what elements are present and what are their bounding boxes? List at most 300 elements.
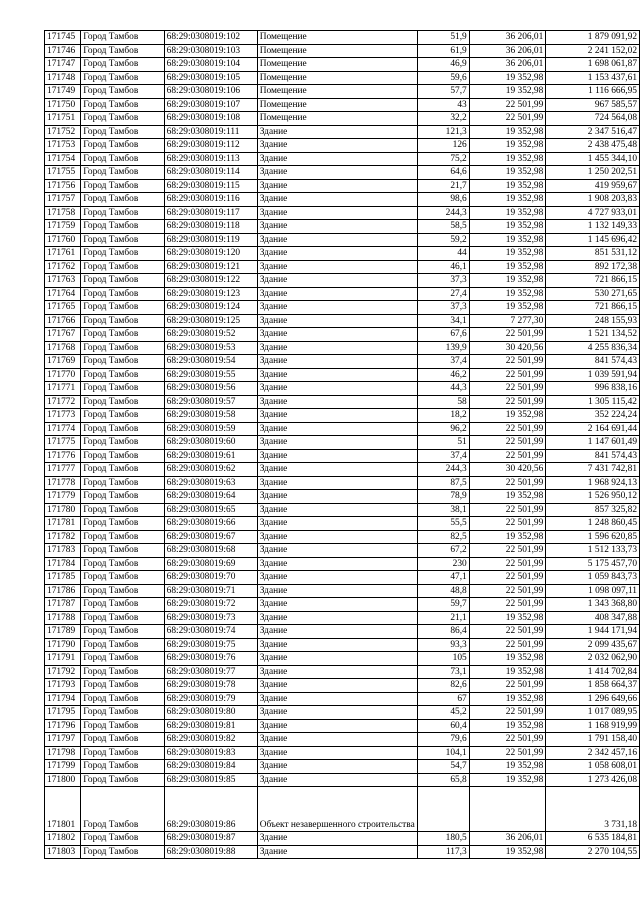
area-cell: 46,1 bbox=[417, 260, 469, 274]
cadastral-number-cell: 68:29:0308019:54 bbox=[164, 355, 257, 369]
object-type-cell: Здание bbox=[257, 476, 417, 490]
cadastral-number-cell: 68:29:0308019:102 bbox=[164, 31, 257, 45]
cadastral-value-cell: 1 296 649,66 bbox=[546, 692, 640, 706]
area-cell: 244,3 bbox=[417, 463, 469, 477]
table-row bbox=[45, 31, 640, 45]
cadastral-number-cell: 68:29:0308019:57 bbox=[164, 395, 257, 409]
table-row bbox=[45, 314, 640, 328]
table-row bbox=[45, 301, 640, 315]
table-row bbox=[45, 206, 640, 220]
area-cell: 38,1 bbox=[417, 503, 469, 517]
cadastral-value-cell: 1 968 924,13 bbox=[546, 476, 640, 490]
object-type-cell: Здание bbox=[257, 719, 417, 733]
row-number-cell: 171768 bbox=[45, 341, 81, 355]
object-type-cell: Здание bbox=[257, 832, 417, 846]
city-cell: Город Тамбов bbox=[81, 341, 164, 355]
city-cell: Город Тамбов bbox=[81, 31, 164, 45]
object-type-cell: Здание bbox=[257, 368, 417, 382]
object-type-cell: Помещение bbox=[257, 71, 417, 85]
row-number-cell: 171777 bbox=[45, 463, 81, 477]
city-cell: Город Тамбов bbox=[81, 436, 164, 450]
city-cell: Город Тамбов bbox=[81, 355, 164, 369]
area-cell: 37,3 bbox=[417, 301, 469, 315]
row-number-cell: 171802 bbox=[45, 832, 81, 846]
specific-value-cell: 19 352,98 bbox=[469, 139, 546, 153]
cadastral-value-cell: 1 858 664,37 bbox=[546, 679, 640, 693]
object-type-cell: Здание bbox=[257, 773, 417, 787]
city-cell: Город Тамбов bbox=[81, 679, 164, 693]
row-number-cell: 171761 bbox=[45, 247, 81, 261]
cadastral-value-cell: 1 248 860,45 bbox=[546, 517, 640, 531]
table-row bbox=[45, 733, 640, 747]
table-row bbox=[45, 193, 640, 207]
cadastral-number-cell: 68:29:0308019:104 bbox=[164, 58, 257, 72]
specific-value-cell: 22 501,99 bbox=[469, 503, 546, 517]
object-type-cell: Здание bbox=[257, 544, 417, 558]
cadastral-number-cell: 68:29:0308019:111 bbox=[164, 125, 257, 139]
row-number-cell: 171798 bbox=[45, 746, 81, 760]
specific-value-cell: 22 501,99 bbox=[469, 112, 546, 126]
table-row bbox=[45, 328, 640, 342]
table-row bbox=[45, 544, 640, 558]
cadastral-number-cell: 68:29:0308019:117 bbox=[164, 206, 257, 220]
table-row bbox=[45, 571, 640, 585]
cadastral-value-cell: 2 342 457,16 bbox=[546, 746, 640, 760]
table-row bbox=[45, 665, 640, 679]
cadastral-number-cell: 68:29:0308019:79 bbox=[164, 692, 257, 706]
cadastral-value-cell: 1 147 601,49 bbox=[546, 436, 640, 450]
city-cell: Город Тамбов bbox=[81, 832, 164, 846]
cadastral-value-cell: 2 347 516,47 bbox=[546, 125, 640, 139]
specific-value-cell: 22 501,99 bbox=[469, 598, 546, 612]
city-cell: Город Тамбов bbox=[81, 220, 164, 234]
specific-value-cell: 19 352,98 bbox=[469, 179, 546, 193]
object-type-cell: Здание bbox=[257, 625, 417, 639]
cadastral-value-cell: 1 343 368,80 bbox=[546, 598, 640, 612]
table-row bbox=[45, 611, 640, 625]
cadastral-value-cell: 857 325,82 bbox=[546, 503, 640, 517]
area-cell: 48,8 bbox=[417, 584, 469, 598]
object-type-cell: Здание bbox=[257, 598, 417, 612]
specific-value-cell: 22 501,99 bbox=[469, 625, 546, 639]
table-row bbox=[45, 679, 640, 693]
area-cell: 180,5 bbox=[417, 832, 469, 846]
row-number-cell: 171778 bbox=[45, 476, 81, 490]
specific-value-cell: 19 352,98 bbox=[469, 247, 546, 261]
specific-value-cell: 36 206,01 bbox=[469, 31, 546, 45]
area-cell: 21,7 bbox=[417, 179, 469, 193]
object-type-cell: Здание bbox=[257, 220, 417, 234]
area-cell: 59,7 bbox=[417, 598, 469, 612]
city-cell: Город Тамбов bbox=[81, 571, 164, 585]
specific-value-cell: 22 501,99 bbox=[469, 679, 546, 693]
object-type-cell: Здание bbox=[257, 409, 417, 423]
row-number-cell: 171774 bbox=[45, 422, 81, 436]
object-type-cell: Здание bbox=[257, 517, 417, 531]
cadastral-value-cell: 1 512 133,73 bbox=[546, 544, 640, 558]
area-cell bbox=[417, 787, 469, 832]
area-cell: 121,3 bbox=[417, 125, 469, 139]
city-cell: Город Тамбов bbox=[81, 530, 164, 544]
row-number-cell: 171789 bbox=[45, 625, 81, 639]
area-cell: 65,8 bbox=[417, 773, 469, 787]
cadastral-number-cell: 68:29:0308019:114 bbox=[164, 166, 257, 180]
row-number-cell: 171769 bbox=[45, 355, 81, 369]
area-cell: 86,4 bbox=[417, 625, 469, 639]
row-number-cell: 171762 bbox=[45, 260, 81, 274]
area-cell: 98,6 bbox=[417, 193, 469, 207]
row-number-cell: 171790 bbox=[45, 638, 81, 652]
city-cell: Город Тамбов bbox=[81, 706, 164, 720]
cadastral-number-cell: 68:29:0308019:76 bbox=[164, 652, 257, 666]
specific-value-cell: 22 501,99 bbox=[469, 98, 546, 112]
object-type-cell: Здание bbox=[257, 611, 417, 625]
area-cell: 67,6 bbox=[417, 328, 469, 342]
cadastral-value-cell: 1 098 097,11 bbox=[546, 584, 640, 598]
area-cell: 27,4 bbox=[417, 287, 469, 301]
object-type-cell: Здание bbox=[257, 746, 417, 760]
cadastral-value-cell: 352 224,24 bbox=[546, 409, 640, 423]
cadastral-number-cell: 68:29:0308019:58 bbox=[164, 409, 257, 423]
area-cell: 54,7 bbox=[417, 760, 469, 774]
area-cell: 18,2 bbox=[417, 409, 469, 423]
object-type-cell: Здание bbox=[257, 247, 417, 261]
cadastral-value-cell: 4 255 836,34 bbox=[546, 341, 640, 355]
cadastral-value-cell: 408 347,88 bbox=[546, 611, 640, 625]
table-row bbox=[45, 274, 640, 288]
cadastral-number-cell: 68:29:0308019:80 bbox=[164, 706, 257, 720]
table-row bbox=[45, 832, 640, 846]
table-row bbox=[45, 787, 640, 832]
object-type-cell: Здание bbox=[257, 301, 417, 315]
city-cell: Город Тамбов bbox=[81, 274, 164, 288]
row-number-cell: 171757 bbox=[45, 193, 81, 207]
specific-value-cell: 36 206,01 bbox=[469, 832, 546, 846]
city-cell: Город Тамбов bbox=[81, 845, 164, 859]
specific-value-cell: 19 352,98 bbox=[469, 665, 546, 679]
cadastral-number-cell: 68:29:0308019:86 bbox=[164, 787, 257, 832]
object-type-cell: Здание bbox=[257, 206, 417, 220]
city-cell: Город Тамбов bbox=[81, 503, 164, 517]
city-cell: Город Тамбов bbox=[81, 382, 164, 396]
table-row bbox=[45, 247, 640, 261]
object-type-cell: Здание bbox=[257, 652, 417, 666]
table-row bbox=[45, 476, 640, 490]
row-number-cell: 171797 bbox=[45, 733, 81, 747]
row-number-cell: 171799 bbox=[45, 760, 81, 774]
cadastral-value-cell: 1 017 089,95 bbox=[546, 706, 640, 720]
table-row bbox=[45, 422, 640, 436]
city-cell: Город Тамбов bbox=[81, 598, 164, 612]
table-row bbox=[45, 368, 640, 382]
table-row bbox=[45, 260, 640, 274]
city-cell: Город Тамбов bbox=[81, 233, 164, 247]
cadastral-value-cell: 1 250 202,51 bbox=[546, 166, 640, 180]
city-cell: Город Тамбов bbox=[81, 260, 164, 274]
area-cell: 64,6 bbox=[417, 166, 469, 180]
specific-value-cell: 22 501,99 bbox=[469, 706, 546, 720]
cadastral-value-cell: 1 791 158,40 bbox=[546, 733, 640, 747]
row-number-cell: 171756 bbox=[45, 179, 81, 193]
cadastral-number-cell: 68:29:0308019:121 bbox=[164, 260, 257, 274]
cadastral-value-cell: 1 908 203,83 bbox=[546, 193, 640, 207]
object-type-cell: Здание bbox=[257, 530, 417, 544]
area-cell: 75,2 bbox=[417, 152, 469, 166]
cadastral-value-cell: 2 032 062,90 bbox=[546, 652, 640, 666]
cadastral-value-cell: 1 526 950,12 bbox=[546, 490, 640, 504]
city-cell: Город Тамбов bbox=[81, 476, 164, 490]
city-cell: Город Тамбов bbox=[81, 368, 164, 382]
object-type-cell: Здание bbox=[257, 287, 417, 301]
cadastral-value-cell: 892 172,38 bbox=[546, 260, 640, 274]
row-number-cell: 171755 bbox=[45, 166, 81, 180]
table-row bbox=[45, 382, 640, 396]
city-cell: Город Тамбов bbox=[81, 544, 164, 558]
row-number-cell: 171764 bbox=[45, 287, 81, 301]
cadastral-number-cell: 68:29:0308019:124 bbox=[164, 301, 257, 315]
table-row bbox=[45, 490, 640, 504]
object-type-cell: Здание bbox=[257, 233, 417, 247]
city-cell: Город Тамбов bbox=[81, 490, 164, 504]
area-cell: 87,5 bbox=[417, 476, 469, 490]
cadastral-number-cell: 68:29:0308019:107 bbox=[164, 98, 257, 112]
specific-value-cell: 19 352,98 bbox=[469, 301, 546, 315]
area-cell: 34,1 bbox=[417, 314, 469, 328]
row-number-cell: 171784 bbox=[45, 557, 81, 571]
table-row bbox=[45, 692, 640, 706]
cadastral-number-cell: 68:29:0308019:87 bbox=[164, 832, 257, 846]
specific-value-cell: 19 352,98 bbox=[469, 206, 546, 220]
area-cell: 244,3 bbox=[417, 206, 469, 220]
cadastral-value-cell: 2 270 104,55 bbox=[546, 845, 640, 859]
city-cell: Город Тамбов bbox=[81, 733, 164, 747]
cadastral-value-cell: 4 727 933,01 bbox=[546, 206, 640, 220]
area-cell: 59,6 bbox=[417, 71, 469, 85]
cadastral-value-cell: 1 168 919,99 bbox=[546, 719, 640, 733]
row-number-cell: 171787 bbox=[45, 598, 81, 612]
cadastral-number-cell: 68:29:0308019:68 bbox=[164, 544, 257, 558]
cadastral-value-cell: 1 059 843,73 bbox=[546, 571, 640, 585]
row-number-cell: 171776 bbox=[45, 449, 81, 463]
cadastral-number-cell: 68:29:0308019:60 bbox=[164, 436, 257, 450]
city-cell: Город Тамбов bbox=[81, 44, 164, 58]
area-cell: 82,5 bbox=[417, 530, 469, 544]
specific-value-cell: 22 501,99 bbox=[469, 382, 546, 396]
object-type-cell: Здание bbox=[257, 436, 417, 450]
area-cell: 55,5 bbox=[417, 517, 469, 531]
city-cell: Город Тамбов bbox=[81, 719, 164, 733]
cadastral-number-cell: 68:29:0308019:84 bbox=[164, 760, 257, 774]
row-number-cell: 171791 bbox=[45, 652, 81, 666]
object-type-cell: Здание bbox=[257, 274, 417, 288]
specific-value-cell: 19 352,98 bbox=[469, 845, 546, 859]
object-type-cell: Помещение bbox=[257, 98, 417, 112]
city-cell: Город Тамбов bbox=[81, 422, 164, 436]
object-type-cell: Здание bbox=[257, 679, 417, 693]
area-cell: 57,7 bbox=[417, 85, 469, 99]
table-row bbox=[45, 449, 640, 463]
row-number-cell: 171801 bbox=[45, 787, 81, 832]
cadastral-value-cell: 1 039 591,94 bbox=[546, 368, 640, 382]
cadastral-number-cell: 68:29:0308019:53 bbox=[164, 341, 257, 355]
row-number-cell: 171786 bbox=[45, 584, 81, 598]
specific-value-cell: 19 352,98 bbox=[469, 274, 546, 288]
object-type-cell: Здание bbox=[257, 557, 417, 571]
cadastral-value-cell: 3 731,18 bbox=[546, 787, 640, 832]
table-body bbox=[45, 31, 640, 859]
table-row bbox=[45, 409, 640, 423]
area-cell: 61,9 bbox=[417, 44, 469, 58]
cadastral-number-cell: 68:29:0308019:120 bbox=[164, 247, 257, 261]
cadastral-number-cell: 68:29:0308019:65 bbox=[164, 503, 257, 517]
table-row bbox=[45, 463, 640, 477]
specific-value-cell: 22 501,99 bbox=[469, 571, 546, 585]
cadastral-value-cell: 5 175 457,70 bbox=[546, 557, 640, 571]
table-row bbox=[45, 503, 640, 517]
object-type-cell: Здание bbox=[257, 463, 417, 477]
row-number-cell: 171783 bbox=[45, 544, 81, 558]
cadastral-value-cell: 1 879 091,92 bbox=[546, 31, 640, 45]
object-type-cell: Здание bbox=[257, 125, 417, 139]
cadastral-number-cell: 68:29:0308019:72 bbox=[164, 598, 257, 612]
row-number-cell: 171788 bbox=[45, 611, 81, 625]
object-type-cell: Здание bbox=[257, 193, 417, 207]
specific-value-cell: 19 352,98 bbox=[469, 611, 546, 625]
area-cell: 45,2 bbox=[417, 706, 469, 720]
row-number-cell: 171800 bbox=[45, 773, 81, 787]
cadastral-value-cell: 1 273 426,08 bbox=[546, 773, 640, 787]
cadastral-value-cell: 1 058 608,01 bbox=[546, 760, 640, 774]
city-cell: Город Тамбов bbox=[81, 463, 164, 477]
cadastral-number-cell: 68:29:0308019:66 bbox=[164, 517, 257, 531]
object-type-cell: Здание bbox=[257, 355, 417, 369]
cadastral-value-cell: 841 574,43 bbox=[546, 355, 640, 369]
area-cell: 93,3 bbox=[417, 638, 469, 652]
city-cell: Город Тамбов bbox=[81, 746, 164, 760]
specific-value-cell: 19 352,98 bbox=[469, 692, 546, 706]
area-cell: 126 bbox=[417, 139, 469, 153]
cadastral-number-cell: 68:29:0308019:75 bbox=[164, 638, 257, 652]
area-cell: 43 bbox=[417, 98, 469, 112]
specific-value-cell bbox=[469, 787, 546, 832]
specific-value-cell: 19 352,98 bbox=[469, 652, 546, 666]
cadastral-value-cell: 967 585,57 bbox=[546, 98, 640, 112]
area-cell: 44 bbox=[417, 247, 469, 261]
object-type-cell: Помещение bbox=[257, 85, 417, 99]
specific-value-cell: 19 352,98 bbox=[469, 490, 546, 504]
specific-value-cell: 19 352,98 bbox=[469, 152, 546, 166]
object-type-cell: Объект незавершенного строительства bbox=[257, 787, 417, 832]
table-row bbox=[45, 355, 640, 369]
area-cell: 59,2 bbox=[417, 233, 469, 247]
cadastral-value-cell: 1 145 696,42 bbox=[546, 233, 640, 247]
cadastral-number-cell: 68:29:0308019:108 bbox=[164, 112, 257, 126]
specific-value-cell: 22 501,99 bbox=[469, 476, 546, 490]
table-row bbox=[45, 98, 640, 112]
specific-value-cell: 22 501,99 bbox=[469, 517, 546, 531]
table-row bbox=[45, 179, 640, 193]
table-row bbox=[45, 139, 640, 153]
specific-value-cell: 7 277,30 bbox=[469, 314, 546, 328]
object-type-cell: Здание bbox=[257, 260, 417, 274]
row-number-cell: 171745 bbox=[45, 31, 81, 45]
city-cell: Город Тамбов bbox=[81, 71, 164, 85]
cadastral-value-cell: 1 153 437,61 bbox=[546, 71, 640, 85]
object-type-cell: Здание bbox=[257, 341, 417, 355]
specific-value-cell: 19 352,98 bbox=[469, 530, 546, 544]
area-cell: 117,3 bbox=[417, 845, 469, 859]
specific-value-cell: 22 501,99 bbox=[469, 638, 546, 652]
city-cell: Город Тамбов bbox=[81, 247, 164, 261]
object-type-cell: Здание bbox=[257, 179, 417, 193]
cadastral-value-table bbox=[44, 30, 640, 859]
table-row bbox=[45, 557, 640, 571]
cadastral-value-cell: 1 414 702,84 bbox=[546, 665, 640, 679]
table-row bbox=[45, 719, 640, 733]
cadastral-number-cell: 68:29:0308019:118 bbox=[164, 220, 257, 234]
row-number-cell: 171792 bbox=[45, 665, 81, 679]
cadastral-value-cell: 1 116 666,95 bbox=[546, 85, 640, 99]
cadastral-number-cell: 68:29:0308019:82 bbox=[164, 733, 257, 747]
city-cell: Город Тамбов bbox=[81, 112, 164, 126]
object-type-cell: Здание bbox=[257, 845, 417, 859]
row-number-cell: 171753 bbox=[45, 139, 81, 153]
row-number-cell: 171794 bbox=[45, 692, 81, 706]
cadastral-number-cell: 68:29:0308019:69 bbox=[164, 557, 257, 571]
area-cell: 60,4 bbox=[417, 719, 469, 733]
table-row bbox=[45, 44, 640, 58]
area-cell: 47,1 bbox=[417, 571, 469, 585]
row-number-cell: 171748 bbox=[45, 71, 81, 85]
cadastral-number-cell: 68:29:0308019:113 bbox=[164, 152, 257, 166]
table-row bbox=[45, 746, 640, 760]
row-number-cell: 171772 bbox=[45, 395, 81, 409]
cadastral-number-cell: 68:29:0308019:71 bbox=[164, 584, 257, 598]
area-cell: 79,6 bbox=[417, 733, 469, 747]
table-row bbox=[45, 152, 640, 166]
area-cell: 37,4 bbox=[417, 449, 469, 463]
object-type-cell: Здание bbox=[257, 584, 417, 598]
specific-value-cell: 22 501,99 bbox=[469, 355, 546, 369]
table-row bbox=[45, 625, 640, 639]
city-cell: Город Тамбов bbox=[81, 287, 164, 301]
area-cell: 139,9 bbox=[417, 341, 469, 355]
table-row bbox=[45, 584, 640, 598]
city-cell: Город Тамбов bbox=[81, 625, 164, 639]
specific-value-cell: 36 206,01 bbox=[469, 58, 546, 72]
specific-value-cell: 22 501,99 bbox=[469, 328, 546, 342]
city-cell: Город Тамбов bbox=[81, 665, 164, 679]
specific-value-cell: 19 352,98 bbox=[469, 287, 546, 301]
cadastral-value-cell: 1 305 115,42 bbox=[546, 395, 640, 409]
object-type-cell: Помещение bbox=[257, 112, 417, 126]
object-type-cell: Здание bbox=[257, 638, 417, 652]
cadastral-number-cell: 68:29:0308019:62 bbox=[164, 463, 257, 477]
cadastral-number-cell: 68:29:0308019:83 bbox=[164, 746, 257, 760]
cadastral-value-cell: 419 959,67 bbox=[546, 179, 640, 193]
row-number-cell: 171803 bbox=[45, 845, 81, 859]
city-cell: Город Тамбов bbox=[81, 773, 164, 787]
specific-value-cell: 19 352,98 bbox=[469, 260, 546, 274]
specific-value-cell: 22 501,99 bbox=[469, 422, 546, 436]
specific-value-cell: 30 420,56 bbox=[469, 341, 546, 355]
object-type-cell: Здание bbox=[257, 706, 417, 720]
object-type-cell: Здание bbox=[257, 166, 417, 180]
city-cell: Город Тамбов bbox=[81, 58, 164, 72]
object-type-cell: Здание bbox=[257, 503, 417, 517]
area-cell: 78,9 bbox=[417, 490, 469, 504]
cadastral-number-cell: 68:29:0308019:59 bbox=[164, 422, 257, 436]
